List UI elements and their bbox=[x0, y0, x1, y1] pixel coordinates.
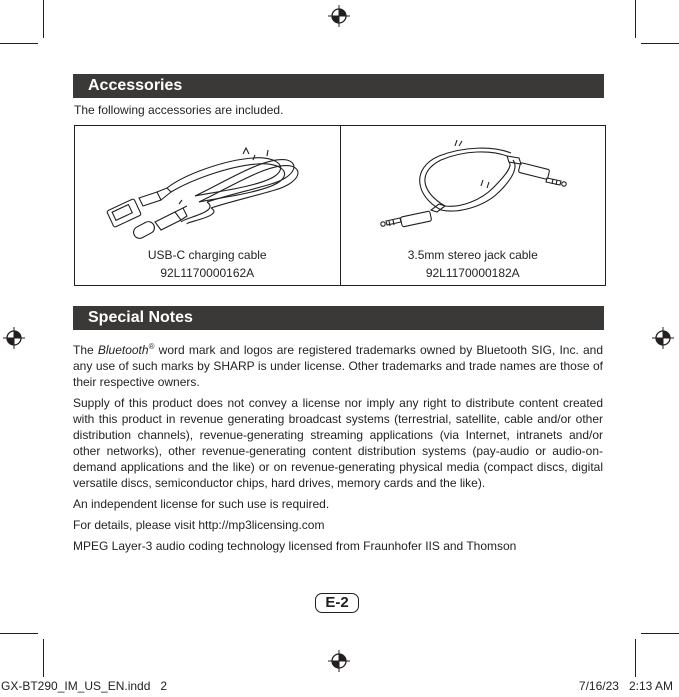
crop-mark bbox=[641, 43, 679, 44]
registration-mark-icon bbox=[328, 5, 350, 27]
crop-mark bbox=[635, 0, 636, 38]
crop-mark bbox=[0, 633, 38, 634]
license-details-paragraph: For details, please visit http://mp3licensing.com bbox=[73, 518, 325, 532]
registration-mark-icon bbox=[652, 327, 674, 349]
page-number: E-2 bbox=[315, 593, 359, 613]
usb-c-cable-icon bbox=[75, 126, 345, 246]
crop-mark bbox=[43, 0, 44, 38]
special-notes-heading: Special Notes bbox=[73, 306, 604, 330]
accessory-name: USB-C charging cable bbox=[147, 248, 267, 262]
mpeg-paragraph: MPEG Layer-3 audio coding technology licensed from Fraunhofer IIS and Thomson bbox=[73, 539, 517, 553]
slug-timestamp: 7/16/23 2:13 AM bbox=[578, 679, 673, 693]
registration-mark-icon bbox=[328, 650, 350, 672]
accessories-table bbox=[74, 125, 606, 286]
license-paragraph: Supply of this product does not convey a license nor imply any right to distribute content created with this product in revenue generating broadcast systems (terrestrial, satellite, cable and/or other distribution channels), revenue-generating streaming applications (via Internet, intranets and/or other networks), other revenue-generating content distribution systems (pay-audio or audio-on-demand applications and the like) or on revenue-generating physical media (compact discs, digital versatile discs, semiconductor chips, hard drives, memory cards and the like). bbox=[73, 396, 603, 490]
slug-filename: GX-BT290_IM_US_EN.indd 2 bbox=[1, 679, 168, 693]
accessory-code: 92L1170000182A bbox=[425, 266, 520, 280]
special-notes-body bbox=[73, 342, 603, 559]
registered-mark: ® bbox=[148, 342, 155, 351]
accessories-heading: Accessories bbox=[73, 74, 604, 98]
crop-mark bbox=[0, 43, 38, 44]
accessory-code: 92L1170000162A bbox=[160, 266, 255, 280]
accessory-item-usb-cable bbox=[75, 126, 340, 285]
trademark-paragraph: The Bluetooth® word mark and logos are registered trademarks owned by Bluetooth SIG, Inc. and any use of such marks by SHARP is under license. Other trademarks and trade names are those of their respective owners. bbox=[73, 342, 603, 389]
bluetooth-brand: Bluetooth bbox=[97, 343, 149, 357]
registration-mark-icon bbox=[3, 327, 25, 349]
crop-mark bbox=[43, 639, 44, 677]
license-required-paragraph: An independent license for such use is required. bbox=[73, 497, 330, 511]
accessory-item-jack-cable bbox=[340, 126, 606, 285]
stereo-jack-cable-icon bbox=[341, 126, 601, 246]
crop-mark bbox=[641, 633, 679, 634]
accessory-name: 3.5mm stereo jack cable bbox=[407, 248, 538, 262]
crop-mark bbox=[635, 639, 636, 677]
accessories-intro: The following accessories are included. bbox=[74, 103, 284, 117]
